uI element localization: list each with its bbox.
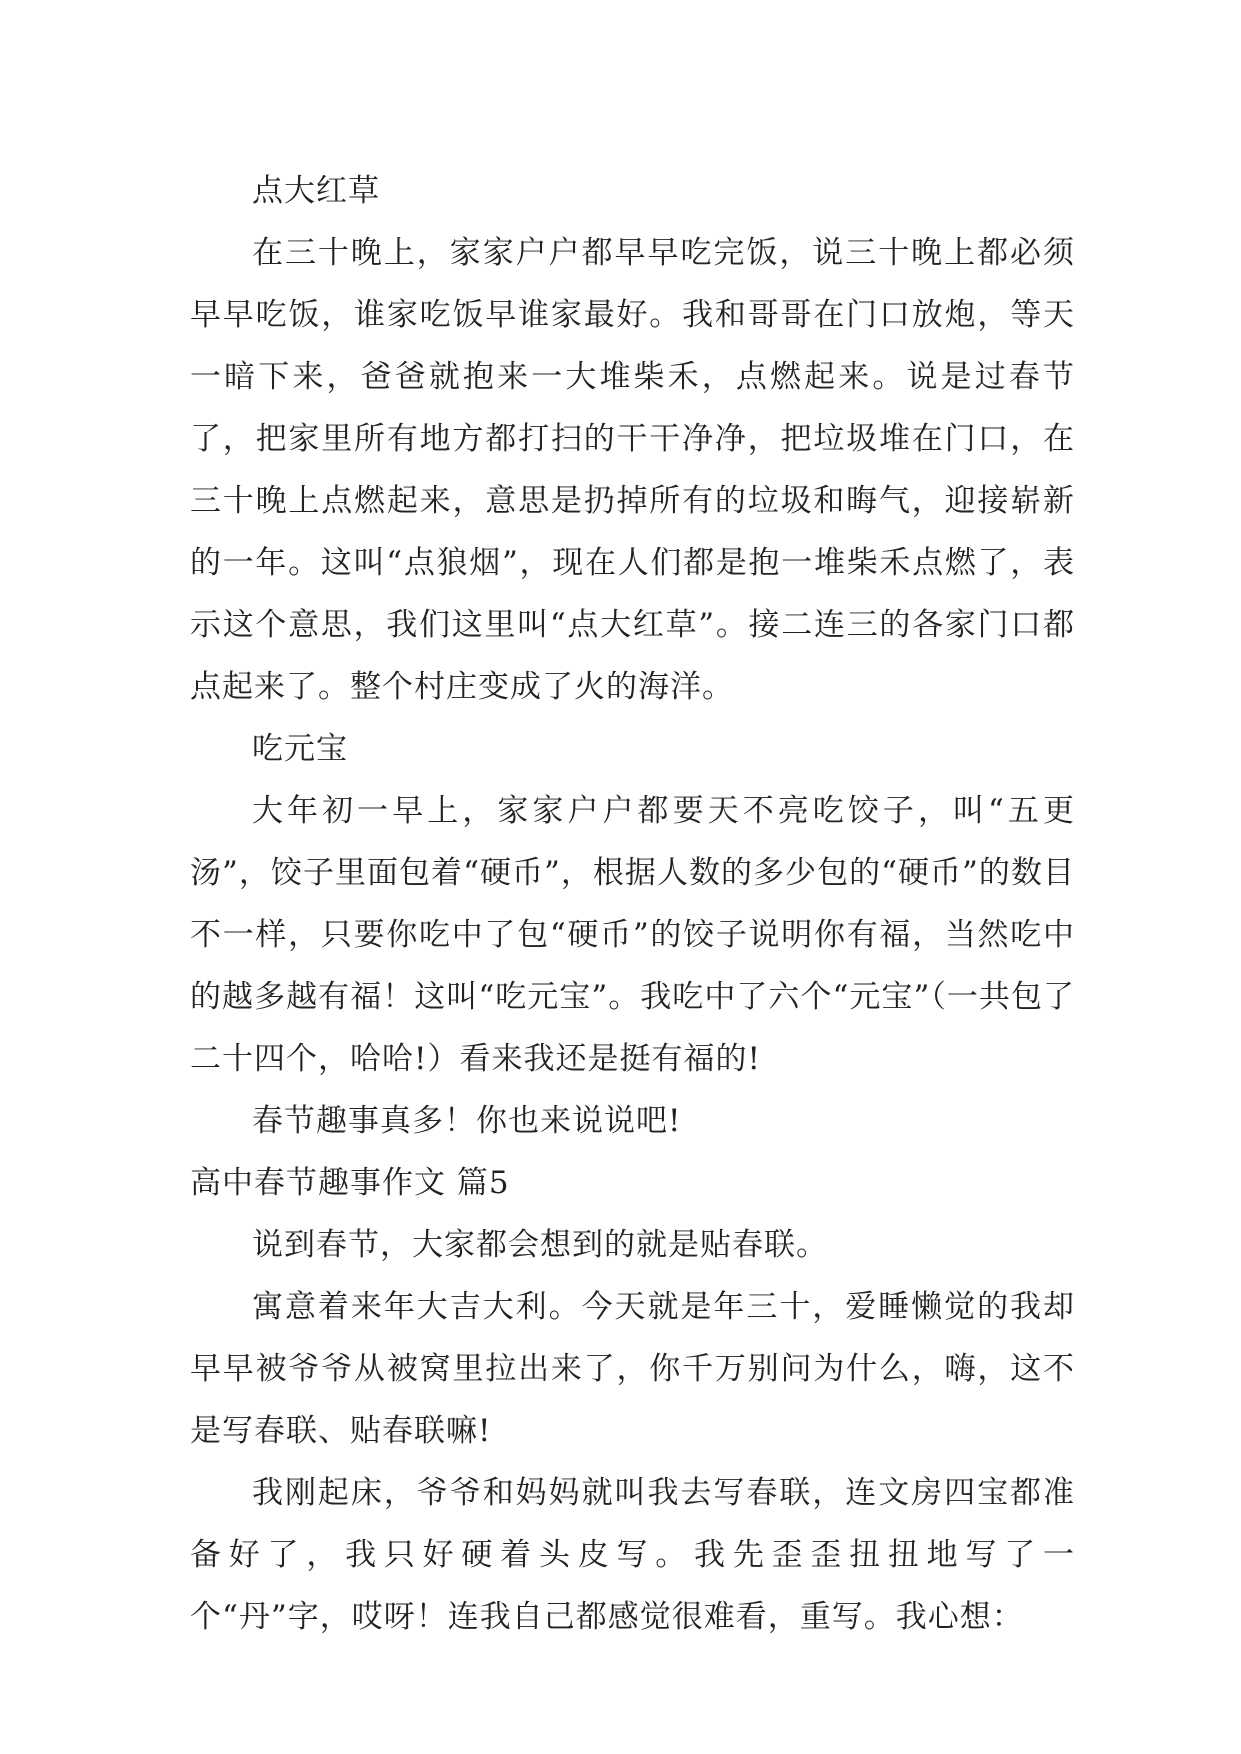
paragraph: 我刚起床，爷爷和妈妈就叫我去写春联，连文房四宝都准备好了，我只好硬着头皮写。我先歪歪扭扭地写了一个“丹”字，哎呀！连我自己都感觉很难看，重写。我心想： <box>190 1475 1075 1635</box>
paragraph: 大年初一早上，家家户户都要天不亮吃饺子，叫“五更汤”，饺子里面包着“硬币”，根据人数的多少包的“硬币”的数目不一样，只要你吃中了包“硬币”的饺子说明你有福，当然吃中的越多越有福！这叫“吃元宝”。我吃中了六个“元宝”（一共包了二十四个，哈哈!）看来我还是挺有福的! <box>190 793 1075 1077</box>
document-body <box>190 160 1075 1648</box>
subheading-dian-da-hong-cao: 点大红草 <box>252 173 380 209</box>
paragraph: 说到春节，大家都会想到的就是贴春联。 <box>252 1227 828 1263</box>
paragraph: 春节趣事真多！你也来说说吧! <box>252 1103 682 1139</box>
paragraph: 寓意着来年大吉大利。今天就是年三十，爱睡懒觉的我却早早被爷爷从被窝里拉出来了，你千万别问为什么，嗨，这不是写春联、贴春联嘛! <box>190 1289 1075 1449</box>
section-heading: 高中春节趣事作文 篇5 <box>190 1165 510 1201</box>
subheading-chi-yuan-bao: 吃元宝 <box>252 731 348 767</box>
paragraph: 在三十晚上，家家户户都早早吃完饭，说三十晚上都必须早早吃饭，谁家吃饭早谁家最好。我和哥哥在门口放炮，等天一暗下来，爸爸就抱来一大堆柴禾，点燃起来。说是过春节了，把家里所有地方都打扫的干干净净，把垃圾堆在门口，在三十晚上点燃起来，意思是扔掉所有的垃圾和晦气，迎接崭新的一年。这叫“点狼烟”，现在人们都是抱一堆柴禾点燃了，表示这个意思，我们这里叫“点大红草”。接二连三的各家门口都点起来了。整个村庄变成了火的海洋。 <box>190 235 1075 705</box>
